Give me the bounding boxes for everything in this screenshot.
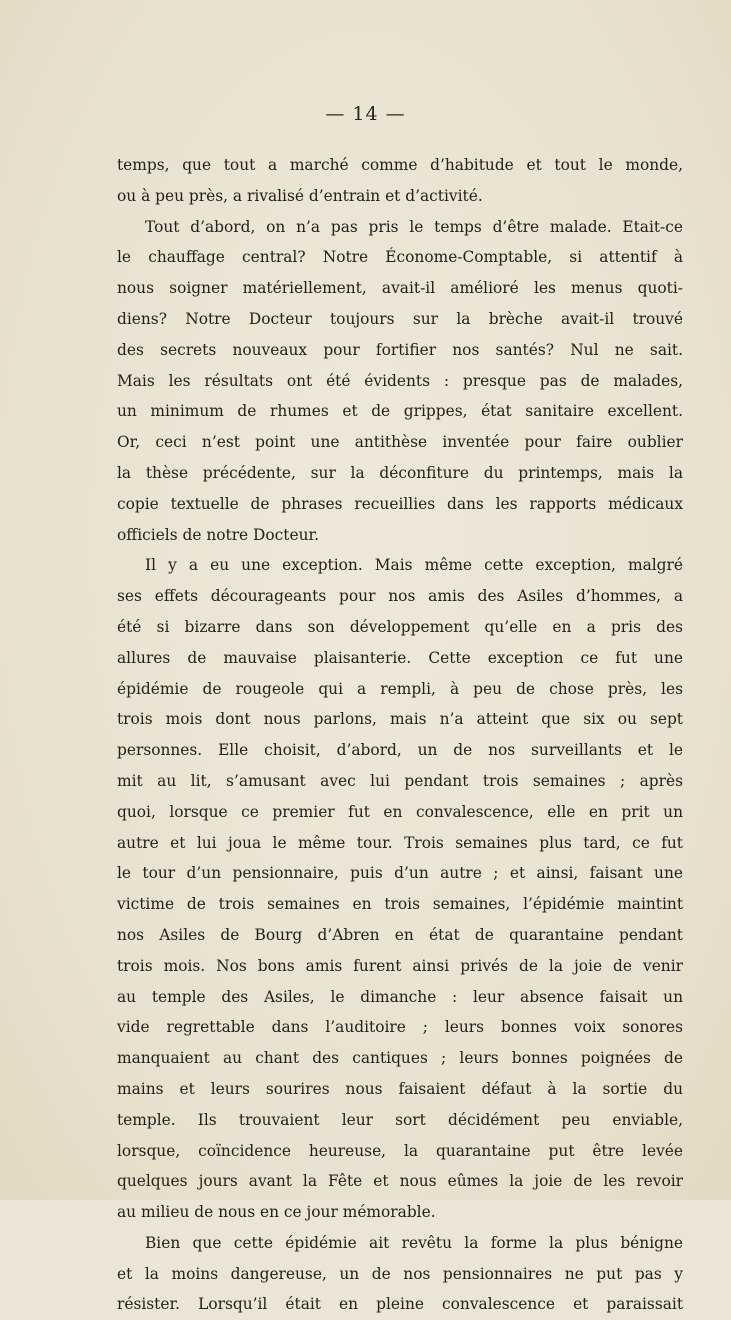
text-line: Or, ceci n’est point une antithèse inventée pour faire oublier	[117, 433, 683, 452]
body-text	[117, 150, 683, 1320]
page-number: — 14 —	[325, 103, 406, 125]
text-line: temps, que tout a marché comme d’habitude et tout le monde,	[117, 156, 683, 174]
text-line: été si bizarre dans son développement qu’elle en a pris des	[117, 617, 683, 636]
text-line: allures de mauvaise plaisanterie. Cette exception ce fut une	[117, 648, 683, 667]
text-line: au milieu de nous en ce jour mémorable.	[117, 1203, 436, 1222]
text-line: et la moins dangereuse, un de nos pensionnaires ne put pas y	[117, 1264, 683, 1283]
text-line: Mais les résultats ont été évidents : presque pas de malades,	[117, 371, 683, 390]
text-line: officiels de notre Docteur.	[117, 525, 320, 544]
text-line: un minimum de rhumes et de grippes, état sanitaire excellent.	[117, 402, 683, 421]
text-line: le chauffage central? Notre Économe-Comptable, si attentif à	[117, 248, 683, 267]
text-line: ou à peu près, a rivalisé d’entrain et d’activité.	[117, 186, 483, 205]
text-line: la thèse précédente, sur la déconfiture du printemps, mais la	[117, 463, 683, 482]
text-line: Il y a eu une exception. Mais même cette exception, malgré	[145, 556, 683, 575]
text-line: personnes. Elle choisit, d’abord, un de nos surveillants et le	[117, 741, 683, 760]
text-line: le tour d’un pensionnaire, puis d’un autre ; et ainsi, faisant une	[117, 864, 683, 883]
text-line: des secrets nouveaux pour fortifier nos santés? Nul ne sait.	[117, 340, 683, 359]
text-line: vide regrettable dans l’auditoire ; leurs bonnes voix sonores	[117, 1018, 683, 1037]
text-line: épidémie de rougeole qui a rempli, à peu de chose près, les	[117, 679, 683, 698]
text-line: mains et leurs sourires nous faisaient défaut à la sortie du	[117, 1079, 683, 1098]
text-line: ses effets décourageants pour nos amis des Asiles d’hommes, a	[117, 587, 683, 606]
text-line: manquaient au chant des cantiques ; leurs bonnes poignées de	[117, 1049, 683, 1068]
text-line: nous soigner matériellement, avait-il amélioré les menus quoti-	[117, 279, 683, 298]
text-line: trois mois. Nos bons amis furent ainsi privés de la joie de venir	[117, 956, 683, 975]
text-line: quoi, lorsque ce premier fut en convalescence, elle en prit un	[117, 802, 683, 821]
text-line: autre et lui joua le même tour. Trois semaines plus tard, ce fut	[117, 833, 683, 852]
text-line: au temple des Asiles, le dimanche : leur absence faisait un	[117, 987, 683, 1006]
text-line: copie textuelle de phrases recueillies dans les rapports médicaux	[117, 494, 683, 513]
text-line: mit au lit, s’amusant avec lui pendant trois semaines ; après	[117, 771, 683, 790]
text-line: diens? Notre Docteur toujours sur la brèche avait-il trouvé	[117, 309, 683, 328]
text-line: Bien que cette épidémie ait revêtu la forme la plus bénigne	[145, 1233, 683, 1252]
text-line: temple. Ils trouvaient leur sort décidément peu enviable,	[117, 1110, 683, 1129]
text-line: résister. Lorsqu’il était en pleine convalescence et paraissait	[117, 1295, 683, 1314]
text-line: lorsque, coïncidence heureuse, la quarantaine put être levée	[117, 1141, 683, 1160]
text-line: victime de trois semaines en trois semaines, l’épidémie maintint	[117, 895, 683, 914]
text-line: quelques jours avant la Fête et nous eûmes la joie de les revoir	[117, 1172, 683, 1191]
text-line: nos Asiles de Bourg d’Abren en état de quarantaine pendant	[117, 925, 683, 944]
text-line: trois mois dont nous parlons, mais n’a atteint que six ou sept	[117, 710, 683, 729]
text-line: Tout d’abord, on n’a pas pris le temps d’être malade. Etait-ce	[145, 217, 683, 236]
